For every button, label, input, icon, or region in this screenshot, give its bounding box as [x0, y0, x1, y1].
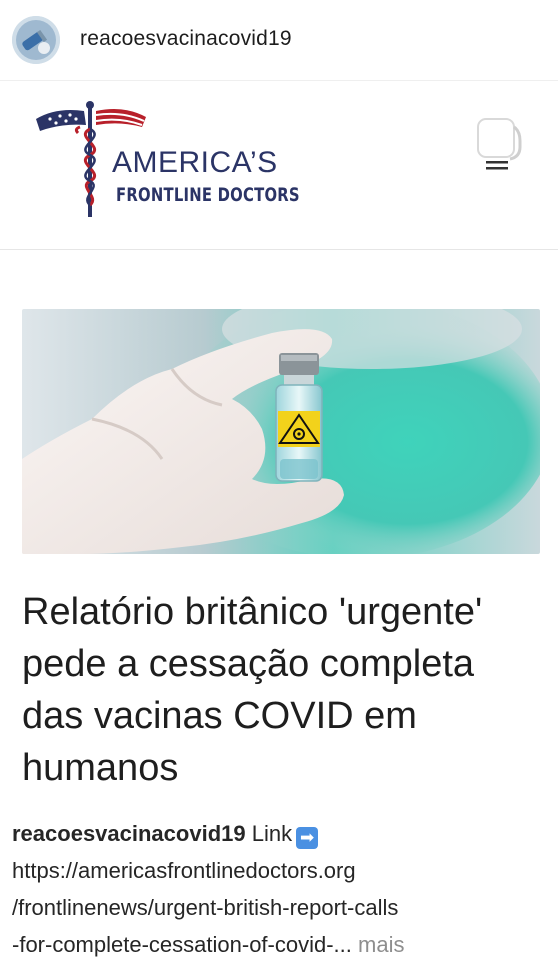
caption-url-line-3[interactable]: -for-complete-cessation-of-covid- [12, 932, 334, 957]
post-caption [12, 815, 548, 963]
vaccine-vial-photo [22, 309, 540, 554]
hero-image[interactable] [22, 309, 540, 554]
avatar-image [12, 16, 60, 64]
hamburger-menu-icon [470, 117, 530, 177]
menu-button[interactable] [470, 117, 530, 177]
right-arrow-icon: ➡ [296, 827, 318, 849]
caption-username[interactable]: reacoesvacinacovid19 [12, 821, 246, 846]
logo-title: AMERICA’S [112, 146, 278, 179]
caption-url-line-1[interactable]: https://americasfrontlinedoctors.org [12, 858, 356, 883]
more-button[interactable]: mais [358, 932, 405, 957]
caption-url-line-2[interactable]: /frontlinenews/urgent-british-report-calls [12, 895, 399, 920]
site-logo[interactable] [34, 97, 300, 227]
post-username[interactable]: reacoesvacinacovid19 [80, 27, 292, 50]
logo-subtitle: FRONTLINE DOCTORS [116, 184, 300, 206]
caption-link-label: Link [251, 821, 293, 846]
article-headline[interactable]: Relatório britânico 'urgente' pede a cessação completa das vacinas COVID em humanos [22, 591, 483, 789]
post-header [0, 0, 558, 81]
site-header [0, 81, 558, 250]
caption-ellipsis: ... [333, 932, 352, 957]
avatar[interactable] [12, 16, 60, 64]
article-preview[interactable] [0, 81, 558, 811]
